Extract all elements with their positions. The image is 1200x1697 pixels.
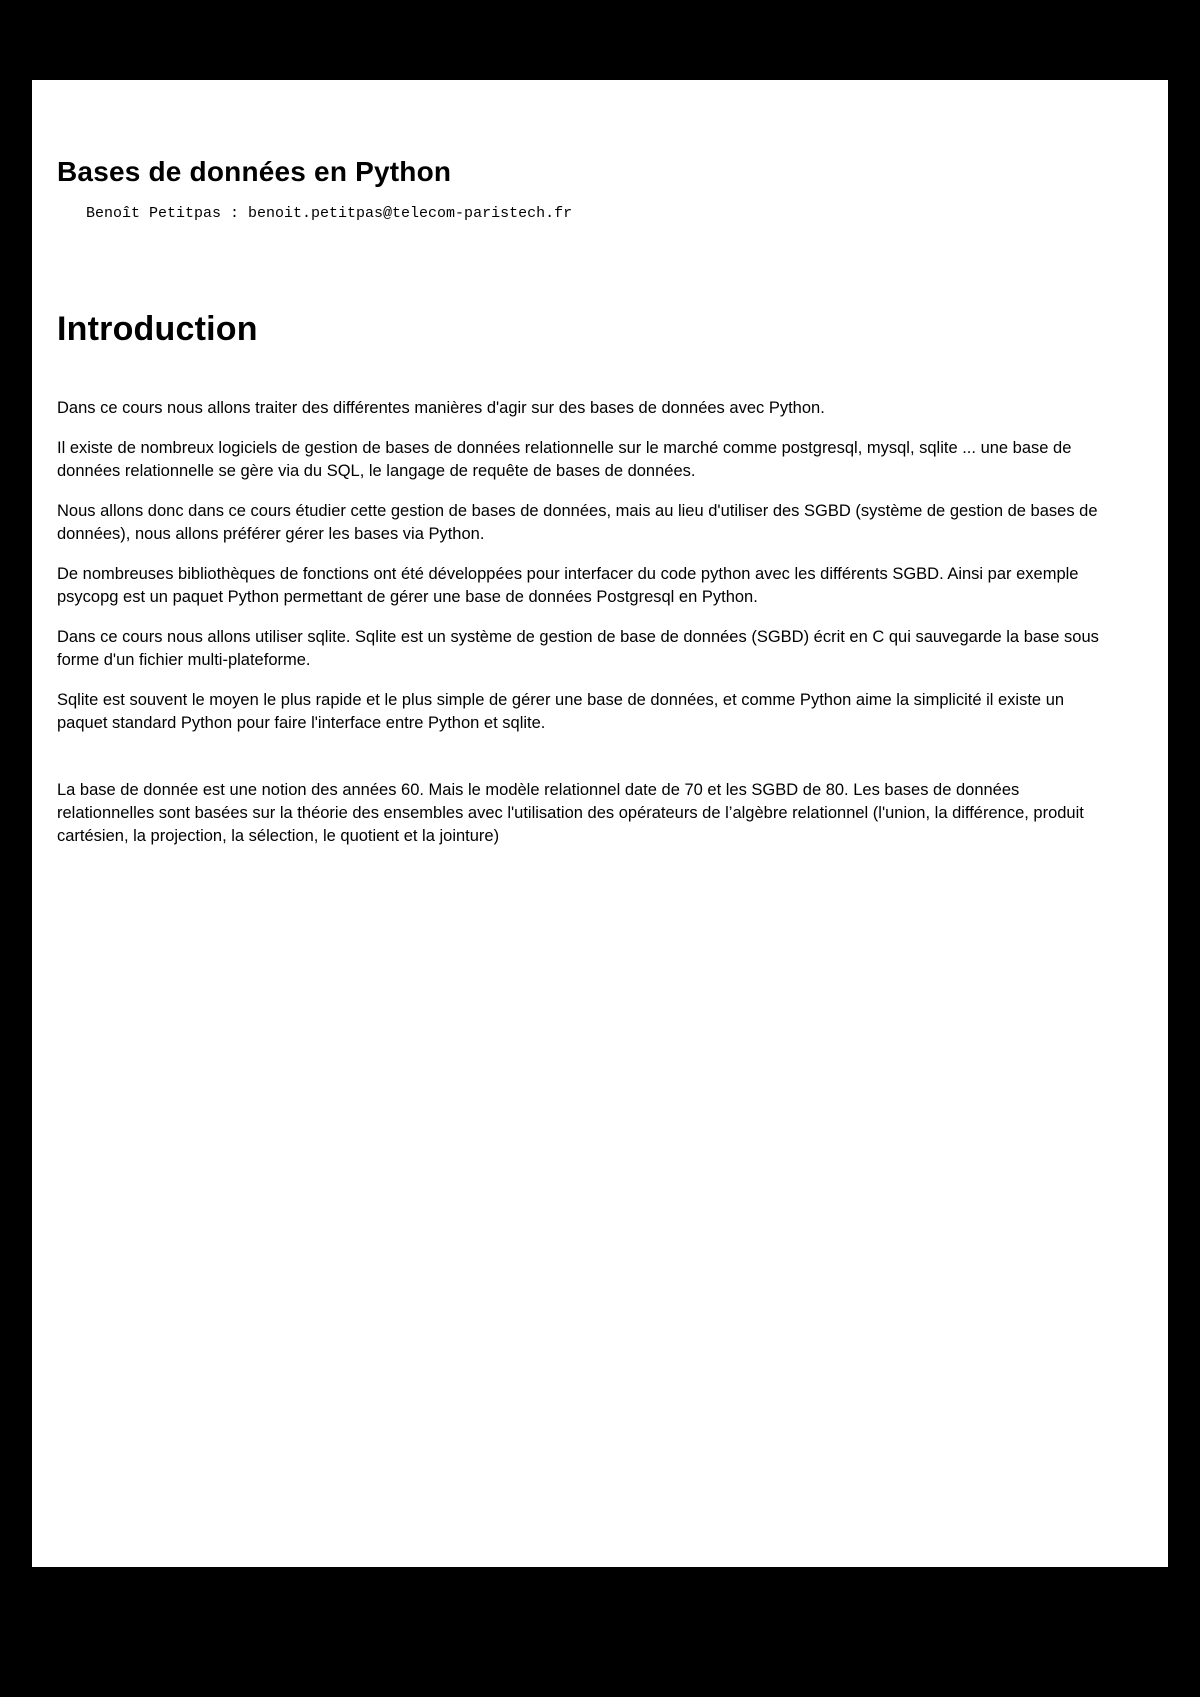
paragraph: Sqlite est souvent le moyen le plus rapide et le plus simple de gérer une base de données, et comme Python aime la simplicité il existe un paquet standard Python pour faire l'interface entre Python et sqlite. — [57, 690, 1065, 732]
section-heading-introduction: Introduction — [57, 309, 258, 348]
document-page — [32, 80, 1168, 1567]
paragraph-list — [57, 397, 1114, 848]
paragraph: Dans ce cours nous allons traiter des différentes manières d'agir sur des bases de données avec Python. — [57, 398, 825, 417]
paragraph: Nous allons donc dans ce cours étudier cette gestion de bases de données, mais au lieu d'utiliser des SGBD (système de gestion de bases de données), nous allons préférer gérer les bases via Python. — [57, 501, 1098, 543]
paragraph: Il existe de nombreux logiciels de gestion de bases de données relationnelle sur le marché comme postgresql, mysql, sqlite ... une base de données relationnelle se gère via du SQL, le langage de requête de bases de données. — [57, 438, 1072, 480]
document-title: Bases de données en Python — [57, 156, 452, 187]
author-line: Benoît Petitpas : benoit.petitpas@telecom-paristech.fr — [86, 205, 573, 223]
paragraph: Dans ce cours nous allons utiliser sqlite. Sqlite est un système de gestion de base de données (SGBD) écrit en C qui sauvegarde la base sous forme d'un fichier multi-plateforme. — [57, 627, 1099, 669]
paragraph: La base de donnée est une notion des années 60. Mais le modèle relationnel date de 70 et les SGBD de 80. Les bases de données relationnelles sont basées sur la théorie des ensembles avec l'utilisation des opérateurs de l’algèbre relationnel (l'union, la différence, produit cartésien, la projection, la sélection, le quotient et la jointure) — [57, 780, 1084, 845]
paragraph: De nombreuses bibliothèques de fonctions ont été développées pour interfacer du code python avec les différents SGBD. Ainsi par exemple psycopg est un paquet Python permettant de gérer une base de données Postgresql en Python. — [57, 564, 1079, 606]
